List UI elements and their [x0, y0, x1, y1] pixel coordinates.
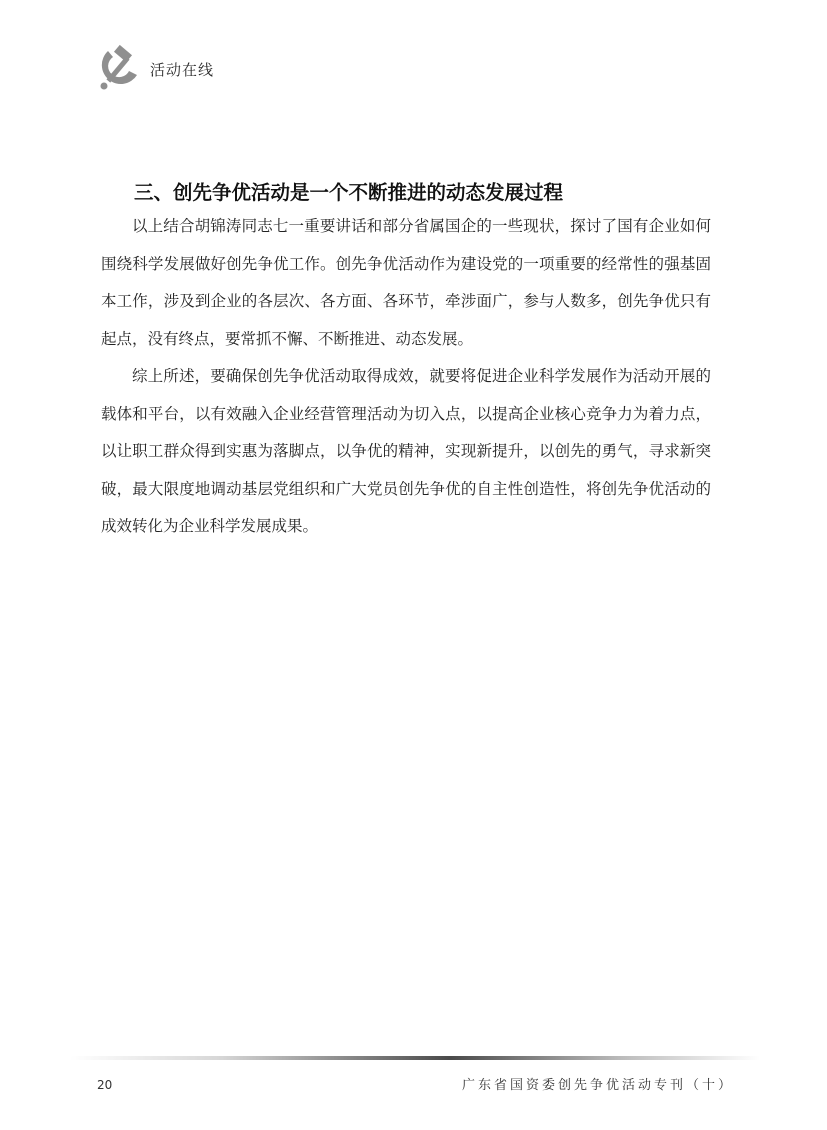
page-number: 20: [97, 1078, 113, 1092]
footer-divider: [70, 1056, 760, 1060]
section-heading: 三、创先争优活动是一个不断推进的动态发展过程: [134, 181, 564, 204]
article-body: [101, 178, 711, 546]
publication-title: 广东省国资委创先争优活动专刊（十）: [462, 1078, 735, 1093]
section-name: 活动在线: [150, 61, 215, 79]
paragraph-1: 以上结合胡锦涛同志七一重要讲话和部分省属国企的一些现状，探讨了国有企业如何围绕科学发展做好创先争优工作。创先争优活动作为建设党的一项重要的经常性的强基固本工作，涉及到企业的各层次、各方面、各环节，牵涉面广，参与人数多，创先争优只有起点，没有终点，要常抓不懈、不断推进、动态发展。: [101, 217, 711, 348]
page-header: [94, 44, 394, 94]
paragraph-2: 综上所述，要确保创先争优活动取得成效，就要将促进企业科学发展作为活动开展的载体和平台，以有效融入企业经营管理活动为切入点，以提高企业核心竞争力为着力点，以让职工群众得到实惠为落脚点，以争优的精神，实现新提升，以创先的勇气，寻求新突破，最大限度地调动基层党组织和广大党员创先争优的自主性创造性，将创先争优活动的成效转化为企业科学发展成果。: [101, 367, 711, 535]
hammer-sickle-icon: [94, 44, 142, 92]
